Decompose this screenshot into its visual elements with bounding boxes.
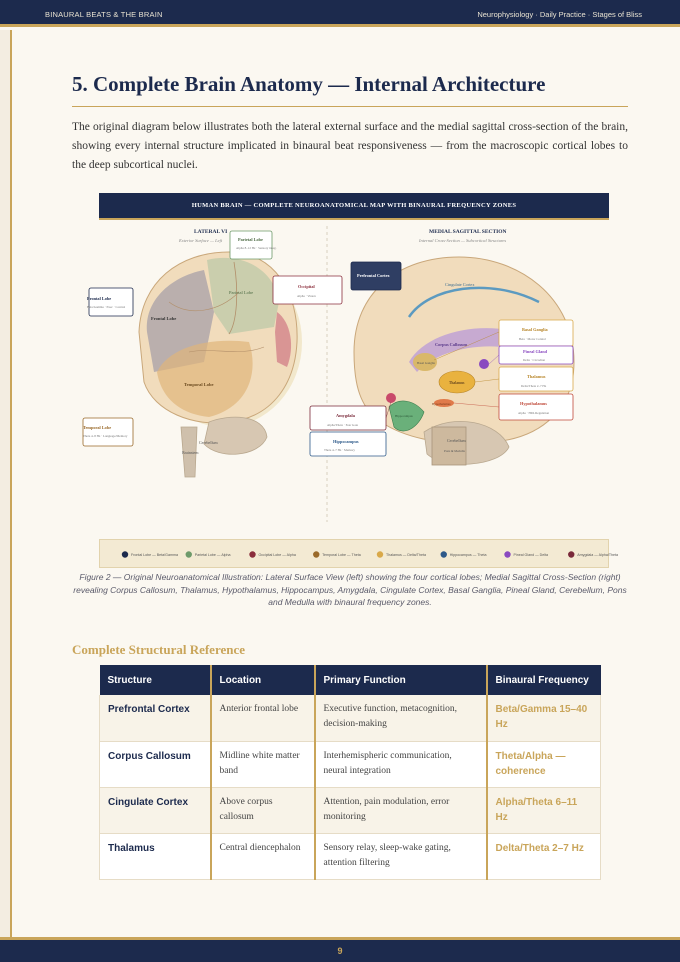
amygdala-callout-title: Amygdala xyxy=(336,413,355,418)
legend-swatch xyxy=(441,551,447,557)
legend-label: Temporal Lobe — Theta xyxy=(322,553,361,557)
col-function: Primary Function xyxy=(315,665,487,695)
table-header-row xyxy=(100,665,601,695)
frontal-callout-title: Frontal Lobe xyxy=(87,296,112,301)
page-footer xyxy=(0,937,680,962)
legend-item xyxy=(313,551,361,557)
hypothalamus-callout-sub: Alpha · HPA Regulation xyxy=(518,411,550,415)
legend-label: Amygdala — Alpha/Theta xyxy=(577,553,619,557)
cell-frequency: Delta/Theta 2–7 Hz xyxy=(487,833,601,879)
hippocampus-callout-sub: Theta 4–7 Hz · Memory xyxy=(324,448,355,452)
cell-structure: Corpus Callosum xyxy=(100,741,211,787)
legend-label: Occipital Lobe — Alpha xyxy=(258,553,296,557)
legend-swatch xyxy=(186,551,192,557)
lateral-subtitle: Exterior Surface — Left xyxy=(179,238,223,243)
reference-title: Complete Structural Reference xyxy=(72,642,246,657)
brain-figure xyxy=(83,193,619,568)
col-location: Location xyxy=(211,665,315,695)
cell-frequency: Alpha/Theta 6–11 Hz xyxy=(487,787,601,833)
legend-label: Thalamus — Delta/Theta xyxy=(386,553,426,557)
figure-caption: Figure 2 — Original Neuroanatomical Illustration: Lateral Surface View (left) showing the four cortical lobes; Medial Sagittal Cross-Section (right) revealing Corpus Callosum, Thalamus, Hypothalamus, Hippocampus, Amygdala, Cingulate Cortex, Basal Ganglia, Pineal Gland, Cerebellum, Pons and Medulla with binaural frequency zones. xyxy=(73,572,627,607)
figure-banner: HUMAN BRAIN — COMPLETE NEUROANATOMICAL MAP WITH BINAURAL FREQUENCY ZONES xyxy=(99,193,609,220)
pineal-shape xyxy=(479,359,489,369)
legend-item xyxy=(568,551,618,557)
cell-frequency: Beta/Gamma 15–40 Hz xyxy=(487,695,601,741)
legend-item xyxy=(122,551,178,557)
figure-body xyxy=(83,222,609,532)
cell-structure: Cingulate Cortex xyxy=(100,787,211,833)
cell-location: Anterior frontal lobe xyxy=(211,695,315,741)
hypothalamus-small-label: Hypothalamus xyxy=(432,402,451,406)
cell-function: Interhemispheric communication, neural integration xyxy=(315,741,487,787)
parietal-lobe-label: Parietal Lobe xyxy=(229,290,254,295)
legend-item xyxy=(249,551,296,557)
parietal-callout-sub: Alpha 8–12 Hz · Sensory integ. xyxy=(236,246,277,250)
cingulate-label: Cingulate Cortex xyxy=(445,282,475,287)
header-left: BINAURAL BEATS & THE BRAIN xyxy=(45,10,163,19)
hypothalamus-callout-title: Hypothalamus xyxy=(520,401,547,406)
section-title: 5. Complete Brain Anatomy — Internal Architecture xyxy=(72,72,546,96)
cell-function: Attention, pain modulation, error monitoring xyxy=(315,787,487,833)
hippocampus-callout xyxy=(310,432,386,456)
legend-swatch xyxy=(568,551,574,557)
hypothalamus-callout xyxy=(499,394,573,420)
page-number: 9 xyxy=(337,946,343,956)
frontal-callout-sub: Beta/Gamma · Exec · Control xyxy=(87,305,126,309)
reference-table xyxy=(99,665,601,880)
title-rule xyxy=(72,106,628,107)
legend-label: Pineal Gland — Delta xyxy=(513,553,549,557)
header-right: Neurophysiology · Daily Practice · Stages of Bliss xyxy=(477,10,642,19)
amygdala-shape xyxy=(386,393,396,403)
legend-swatch xyxy=(249,551,255,557)
legend-item xyxy=(441,551,487,557)
temporal-lobe-label: Temporal Lobe xyxy=(184,382,214,387)
cell-function: Executive function, metacognition, decision-making xyxy=(315,695,487,741)
table-row xyxy=(100,695,601,741)
temporal-callout-sub: Theta 4–8 Hz · Language/Memory xyxy=(83,434,128,438)
section-intro: The original diagram below illustrates both the lateral external surface and the medial sagittal cross-section of the brain, showing every internal structure implicated in binaural beat responsiveness — from the macroscopic cortical lobes to the deep subcortical nuclei. xyxy=(72,121,628,171)
cell-location: Midline white matter band xyxy=(211,741,315,787)
cc-label: Corpus Callosum xyxy=(435,342,468,347)
hippocampus-callout-title: Hippocampus xyxy=(333,439,359,444)
pineal-callout-sub: Delta · Circadian xyxy=(523,358,545,362)
page-sidebar xyxy=(0,30,12,938)
brain-illustration xyxy=(83,222,609,532)
cell-structure: Thalamus xyxy=(100,833,211,879)
thalamus-callout-title: Thalamus xyxy=(527,374,546,379)
cell-structure: Prefrontal Cortex xyxy=(100,695,211,741)
medial-title: MEDIAL SAGITTAL SECTION xyxy=(429,229,507,235)
pons-label: Pons & Medulla xyxy=(444,449,465,453)
table-row xyxy=(100,833,601,879)
pineal-callout-title: Pineal Gland xyxy=(523,349,547,354)
thalamus-small-label: Thalamus xyxy=(449,381,465,385)
figure-legend xyxy=(99,539,619,568)
medial-subtitle: Internal Cross-Section — Subcortical Structures xyxy=(419,238,507,243)
hippocampus-small-label: Hippocampus xyxy=(395,414,413,418)
legend-swatch xyxy=(504,551,510,557)
legend-label: Parietal Lobe — Alpha xyxy=(194,553,231,557)
legend-label: Hippocampus — Theta xyxy=(449,553,487,557)
pfc-callout-title: Prefrontal Cortex xyxy=(357,273,390,278)
legend-item xyxy=(186,551,231,557)
basal-callout-sub: Beta · Motor Control xyxy=(519,337,547,341)
lateral-title: LATERAL VI xyxy=(194,229,228,235)
legend-swatch xyxy=(377,551,383,557)
legend-label: Frontal Lobe — Beta/Gamma xyxy=(131,553,178,557)
temporal-callout xyxy=(83,418,133,446)
frontal-lobe-label: Frontal Lobe xyxy=(151,316,177,321)
cell-frequency: Theta/Alpha — coherence xyxy=(487,741,601,787)
parietal-callout-title: Parietal Lobe xyxy=(238,237,263,242)
col-structure: Structure xyxy=(100,665,211,695)
cell-location: Central diencephalon xyxy=(211,833,315,879)
cerebellum-label: Cerebellum xyxy=(199,440,218,445)
col-frequency: Binaural Frequency xyxy=(487,665,601,695)
legend-swatch xyxy=(122,551,128,557)
pons-shape xyxy=(432,427,466,465)
parietal-callout xyxy=(230,231,272,259)
legend-swatch xyxy=(313,551,319,557)
basal-small-label: Basal Ganglia xyxy=(417,361,435,365)
frontal-callout xyxy=(89,288,133,316)
basal-callout-title: Basal Ganglia xyxy=(522,327,548,332)
table-row xyxy=(100,741,601,787)
running-header xyxy=(0,0,680,27)
legend-svg xyxy=(100,540,619,569)
cell-function: Sensory relay, sleep-wake gating, attention filtering xyxy=(315,833,487,879)
basal-callout xyxy=(499,320,573,346)
brainstem-label: Brainstem xyxy=(182,450,199,455)
legend-item xyxy=(504,551,548,557)
legend-item xyxy=(377,551,426,557)
occipital-callout-title: Occipital xyxy=(298,284,315,289)
occipital-callout-sub: Alpha · Vision xyxy=(297,294,316,298)
table-row xyxy=(100,787,601,833)
amygdala-callout-sub: Alpha/Theta · Fear Gate xyxy=(327,423,359,427)
thalamus-callout-sub: Delta/Theta 2–7 Hz xyxy=(521,384,547,388)
cerebellum-medial-label: Cerebellum xyxy=(447,438,466,443)
temporal-callout-title: Temporal Lobe xyxy=(83,425,112,430)
cell-location: Above corpus callosum xyxy=(211,787,315,833)
occipital-callout xyxy=(273,276,342,304)
cerebellum-lateral xyxy=(204,417,267,454)
